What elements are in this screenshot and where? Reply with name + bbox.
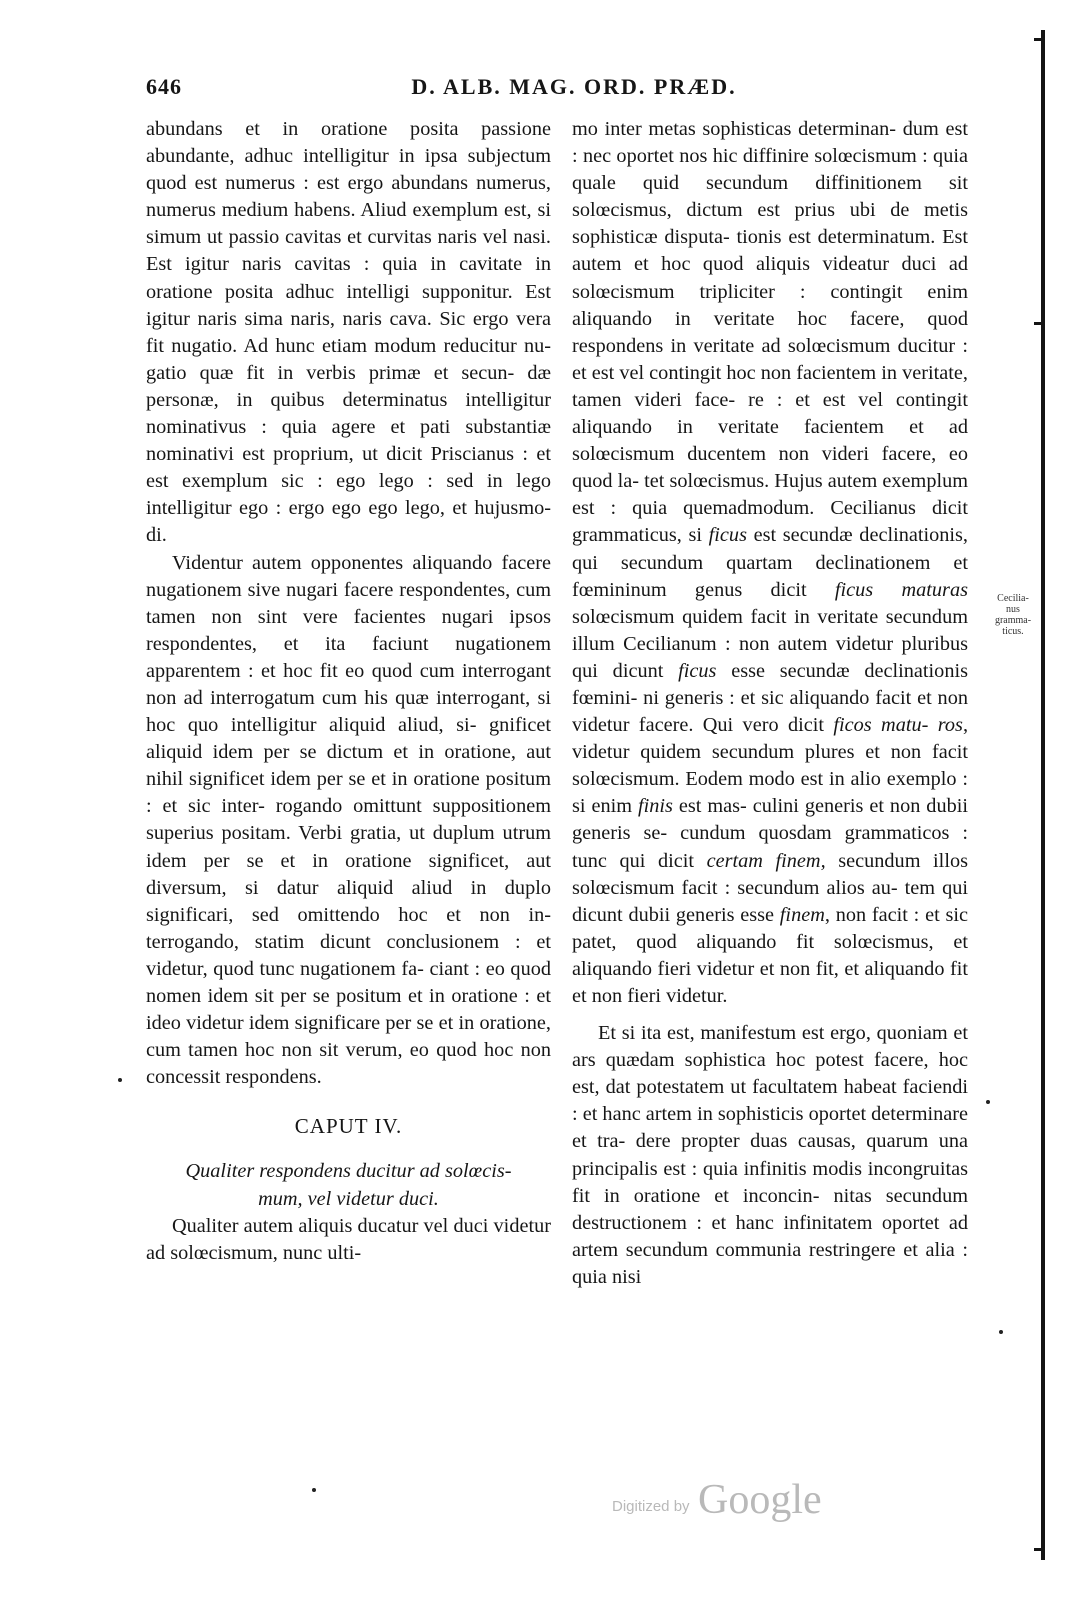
text-line: tem qui dicunt dubii generis esse [572, 876, 969, 926]
text-line: diffinitionem sit solœcismus, dictum est [572, 172, 968, 222]
text-line: gatio quæ fit in verbis primæ et secun- [146, 361, 515, 384]
paragraph [572, 116, 968, 1010]
text-line: infinitatem oportet ad artem secundum [572, 1211, 968, 1261]
text-fragment: est secundæ [746, 524, 853, 547]
text-line: fit solœcismus, et aliquando fieri videtur [572, 930, 968, 980]
text-line: idem per se et in oratione significet, aut [146, 849, 551, 872]
text-line: est : quia quemadmodum. Cecilianus [572, 497, 916, 520]
text-fragment: secundum illos [825, 849, 968, 872]
text-line: gnificet aliquid idem per se dictum et [146, 714, 551, 764]
text-line: diversum, si datur aliquid aliud in duplo [146, 876, 551, 899]
text-line: in oratione, aut nihil significet idem per [146, 741, 551, 791]
italic-word: ficos matu- [833, 714, 929, 737]
paragraph-spacer [572, 1010, 968, 1020]
page-edge-tick [1034, 322, 1042, 325]
text-line: videtur. [666, 985, 728, 1007]
text-line: prius ubi de metis sophisticæ disputa- [572, 199, 968, 249]
paragraph [146, 1213, 551, 1267]
text-fragment: solœcismum quidem facit [572, 605, 787, 628]
text-line: abundante, adhuc intelligitur in ipsa [146, 145, 458, 168]
text-fragment: , [824, 903, 830, 926]
text-line: cum tamen hoc non sit verum, eo quod [146, 1039, 477, 1062]
left-column [146, 116, 551, 1267]
text-fragment: est mas- [672, 795, 747, 818]
text-line: subjectum quod est numerus : est ergo [146, 145, 552, 195]
text-line: re : et est vel contingit aliquando in [572, 388, 968, 439]
italic-word: finis [637, 795, 673, 818]
paragraph [572, 1020, 968, 1291]
text-line: ita faciunt nugationem apparentem : et [146, 632, 551, 682]
text-line: tionis est determinatum. Est autem [572, 226, 968, 276]
text-line: dum est : nec oportet nos hic diffinire [572, 118, 968, 168]
text-line: potest facere, hoc est, dat potestatem ut [572, 1049, 968, 1099]
text-line: facere nugationem sive nugari facere [146, 551, 551, 601]
text-line: facultatem habeat faciendi : et hanc artem [572, 1076, 968, 1126]
text-line: duci videtur ad solœcismum, nunc ulti- [146, 1214, 551, 1264]
text-line: di. [146, 524, 167, 547]
right-column [572, 116, 968, 1291]
text-line: Qualiter autem aliquis ducatur vel [172, 1214, 449, 1237]
text-line: ciant : eo quod nomen idem sit per se [146, 957, 551, 1007]
text-line: ego : ergo ego ego lego, et hujusmo- [239, 497, 551, 520]
text-line: positum et in oratione : et ideo videtur [146, 985, 551, 1035]
chapter-subtitle [146, 1158, 551, 1212]
digitized-by-label: Digitized by [612, 1498, 690, 1515]
text-line: ducitur : et est vel contingit hoc non [572, 334, 968, 384]
text-line: quoniam et ars quædam sophistica hoc [572, 1022, 968, 1072]
text-line: aliquando in veritate hoc facere, quod [572, 307, 968, 330]
text-line: in sophisticis oportet determinare et tra- [572, 1103, 969, 1153]
margin-note [983, 593, 1043, 637]
page-edge-tick [1034, 38, 1042, 41]
text-line: principalis est : quia infinitis modis [572, 1157, 862, 1180]
text-line: cavitate in oratione posita adhuc intelligi [146, 253, 551, 303]
text-line: abundans et in oratione posita passione [146, 118, 551, 140]
text-line: Qualiter respondens ducitur ad solœcis- [185, 1160, 512, 1183]
text-line: dicit grammaticus, si [572, 497, 969, 547]
text-line: pati substantiæ nominativi est proprium, [146, 416, 551, 466]
page-edge-rule [1041, 30, 1045, 1560]
speck [986, 1100, 990, 1104]
text-line: rogando omittunt suppositionem superius [146, 795, 551, 845]
text-line: culini generis et non dubii generis se- [572, 795, 968, 845]
text-line: tet solœcismus. Hujus autem exemplum [644, 470, 969, 493]
text-line: ducentem non videri facere, eo quod la- [572, 443, 968, 493]
text-fragment: esse secundæ declinationis fœmini- [572, 659, 968, 709]
speck [999, 1330, 1003, 1334]
italic-word: ficus [708, 524, 747, 547]
running-head: D. ALB. MAG. ORD. PRÆD. [411, 74, 737, 99]
text-line: nitas secundum destructionem : et hanc [572, 1184, 968, 1234]
text-line: qui dicit [619, 849, 707, 872]
text-line: naris cava. Sic ergo vera fit nugatio. [146, 307, 552, 357]
text-line: veritate facientem et ad solœcismum [572, 416, 968, 466]
text-line: et videtur, quod tunc nugationem fa- [146, 930, 551, 980]
text-fragment: , videtur quidem secundum plures et [572, 714, 969, 764]
speck [118, 1078, 122, 1082]
chapter-heading: CAPUT IV. [294, 1114, 403, 1139]
text-line: ni generis : et sic aliquando facit et non [643, 686, 968, 709]
text-line: non facit solœcismum. Eodem modo est [572, 741, 969, 791]
google-watermark [612, 1476, 832, 1526]
text-line: hoc non concessit respondens. [146, 1039, 551, 1089]
text-line: significari, sed omittendo hoc et non in- [146, 903, 551, 926]
text-line: solœcismum facit : secundum alios au- [572, 876, 898, 899]
text-line: dæ personæ, in quibus determinatus [146, 361, 551, 411]
text-line: Ad hunc etiam modum reducitur nu- [243, 334, 552, 357]
margin-note-line: ticus. [1002, 626, 1024, 637]
text-line: respondentes, cum tamen non sint vere [146, 578, 551, 628]
text-line: communia restringere et alia : quia nisi [572, 1238, 968, 1288]
text-line: videtur facere. Qui vero dicit [572, 714, 834, 737]
italic-word: ficus [678, 659, 717, 682]
text-line: Videntur autem opponentes aliquando [172, 551, 493, 574]
text-line: declinationis, qui secundum quartam [572, 524, 969, 574]
text-line: ut passio cavitas et curvitas naris vel [207, 226, 508, 249]
text-line: in alio exemplo : si enim [572, 768, 968, 818]
text-line: positam. Verbi gratia, ut duplum utrum [221, 822, 551, 845]
text-line: mum, vel videtur duci. [258, 1187, 439, 1210]
text-line: habens. Aliud exemplum est, si simum [146, 199, 551, 249]
text-line: hoc fit eo quod cum interrogant non ad [146, 659, 551, 709]
page-edge-tick [1034, 1548, 1042, 1551]
italic-word: finem [779, 903, 825, 926]
text-line: non autem videtur pluribus qui dicunt [572, 632, 968, 682]
text-line: respondens in veritate ad solœcismum [572, 334, 891, 357]
text-line: idem significare per se et in oratione, [248, 1012, 551, 1035]
margin-note-line: gramma- [994, 615, 1032, 626]
italic-word: ros [937, 714, 963, 737]
text-line: si hoc quo intelligitur aliquid aliud, si- [146, 686, 551, 737]
text-line: sic : ego lego : sed in lego intelligitur [146, 470, 551, 520]
italic-word: certam finem, [706, 849, 826, 872]
google-logo: Google [698, 1477, 822, 1523]
paragraph [146, 550, 551, 1092]
text-line: abundans numerus, numerus medium [146, 172, 552, 222]
text-line: in veritate secundum illum Cecilianum : [572, 605, 968, 655]
margin-note-line: nus [1006, 604, 1020, 615]
text-line: facientes nugari ipsos respondentes, et [146, 605, 551, 655]
page-number: 646 [146, 74, 182, 99]
text-line: se et in oratione positum : et sic inter- [146, 768, 551, 818]
italic-word: ficus maturas [834, 578, 968, 601]
text-line: et hoc quod aliquis videatur duci ad [634, 253, 968, 276]
text-line: interrogatum cum his quæ interrogant, [210, 686, 531, 709]
text-line: facientem in veritate, tamen videri face- [572, 361, 968, 411]
text-line: Et si ita est, manifestum est ergo, [598, 1022, 871, 1045]
text-line: mo inter metas sophisticas determinan- [572, 118, 897, 140]
text-line: terrogando, statim dicunt conclusionem : [146, 930, 521, 953]
text-line: solœcismum tripliciter : contingit enim [572, 280, 968, 303]
text-line: cundum quosdam grammaticos : tunc [572, 822, 968, 872]
text-line: incongruitas fit in oratione et inconcin- [572, 1157, 968, 1207]
text-line: intelligitur nominativus : quia agere et [146, 388, 552, 439]
text-line: non facit : et sic patet, quod aliquando [572, 903, 968, 953]
text-line: dere propter duas causas, quarum una [635, 1130, 968, 1153]
margin-note-line: Cecilia- [997, 593, 1029, 604]
paragraph [146, 116, 551, 550]
text-line: supponitur. Est igitur naris sima naris, [146, 280, 552, 330]
speck [312, 1488, 316, 1492]
page-header [146, 74, 1002, 110]
text-line: declinationem et fœmininum genus dicit [572, 551, 968, 601]
text-line: solœcismum : quia quale quid secundum [572, 145, 968, 195]
text-line: nasi. Est igitur naris cavitas : quia in [146, 226, 552, 276]
text-line: et non fit, et aliquando fit et non fieri [572, 957, 968, 1007]
text-line: ut dicit Priscianus : et est exemplum [146, 443, 552, 493]
